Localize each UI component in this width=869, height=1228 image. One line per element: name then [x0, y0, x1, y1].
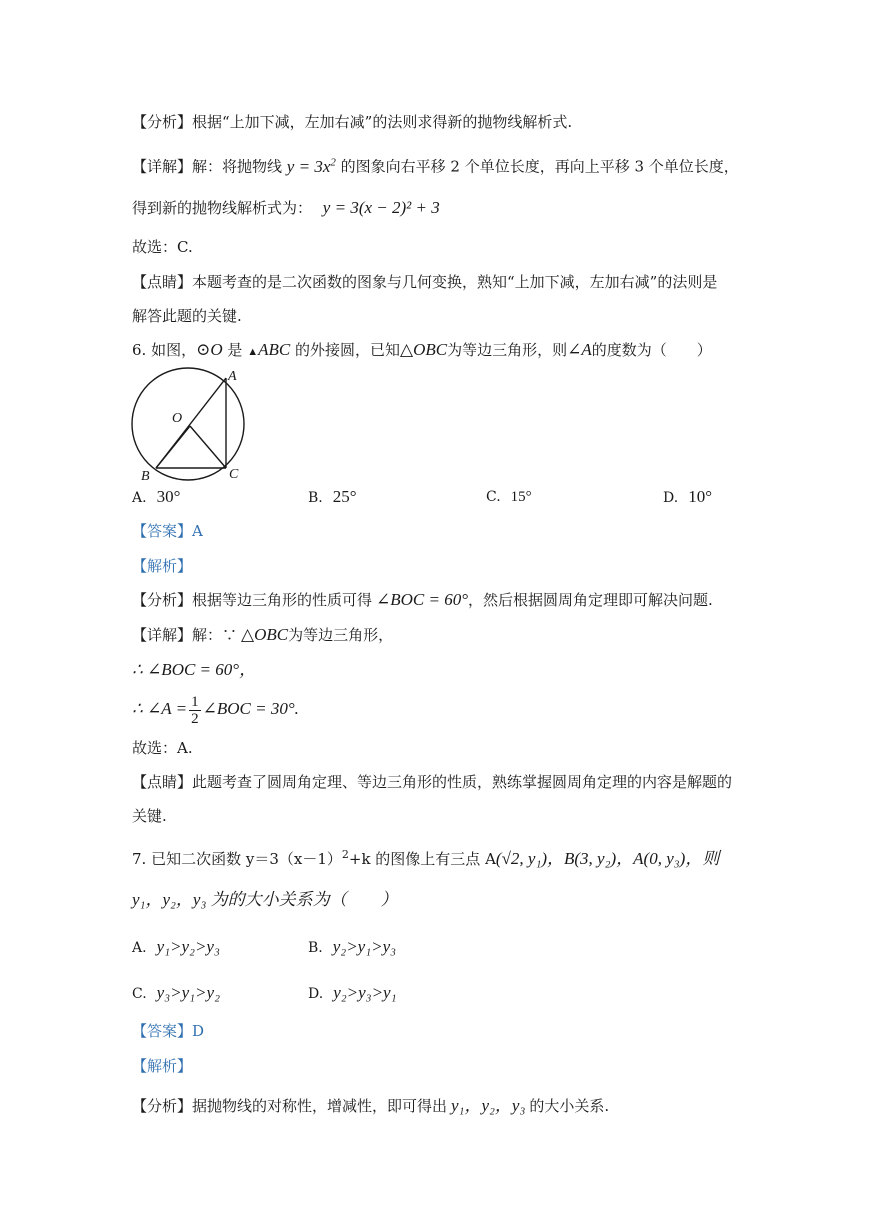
circumcircle	[132, 368, 244, 480]
q6-option-c: C. 15°	[486, 489, 532, 505]
label-c: C	[229, 467, 239, 482]
q5-choice: 故选：C.	[132, 238, 193, 256]
q6-option-a: A. 30°	[132, 487, 181, 506]
label-o: O	[172, 411, 183, 426]
q7-stem-2: y₁，y₂，y₃ 为的大小关系为（ ）	[132, 890, 398, 909]
q6-comment-2: 关键.	[132, 807, 167, 825]
q7-jiexi: 【解析】	[132, 1057, 193, 1075]
q7-point-1: (√2, y₁)	[495, 849, 548, 868]
q6-analysis: 【分析】根据等边三角形的性质可得 ∠BOC = 60°，然后根据圆周角定理即可解决问题.	[132, 590, 713, 609]
q7-option-d: D. y₂>y₃>y₁	[308, 983, 397, 1002]
q5-detail-eq: $y = 3x^2$	[286, 156, 336, 176]
q6-triangle-abc: ▲ABC	[247, 340, 291, 359]
label-a: A	[228, 369, 237, 384]
segment-oc	[190, 426, 226, 468]
q6-figure	[128, 366, 254, 484]
q5-result-eq: y = 3(x − 2)² + 3	[322, 198, 440, 217]
q6-jiexi: 【解析】	[132, 557, 193, 575]
q6-option-b: B. 25°	[308, 487, 357, 506]
q6-answer: 【答案】A	[132, 522, 203, 540]
q7-points-rest: ，B(3, y₂)，A(0, y₃)，则	[547, 849, 720, 868]
q6-comment-1: 【点睛】此题考查了圆周角定理、等边三角形的性质，熟练掌握圆周角定理的内容是解题的	[132, 773, 733, 791]
q7-option-c: C. y₃>y₁>y₂	[132, 983, 220, 1002]
q6-detail: 【详解】解：∵ △OBC为等边三角形，	[132, 625, 394, 644]
fraction-half: $\frac{1}{2}$	[191, 693, 199, 727]
q5-detail: 【详解】解：将抛物线 $y = 3x^2$ 的图象向右平移 2 个单位长度，再向上平移 3 个单位长度，	[132, 156, 739, 176]
q7-stem: 7. 已知二次函数 $y=3(x-1)^2+k$ 的图像上有三点 A(√2, y₁)，B(3, y₂)，A(0, y₃)，则	[132, 848, 720, 868]
q7-option-a: A. y₁>y₂>y₃	[132, 937, 220, 956]
q6-step-1: ∴ ∠BOC = 60°，	[132, 660, 257, 679]
segment-ob	[156, 426, 190, 468]
q6-choice: 故选：A.	[132, 739, 193, 757]
q6-stem: 6. 如图，⊙O 是 ▲ABC 的外接圆，已知△OBC为等边三角形，则∠A的度数为（ ）	[132, 340, 712, 359]
q5-comment-2: 解答此题的关键.	[132, 307, 242, 325]
q7-option-b: B. y₂>y₁>y₃	[308, 937, 397, 956]
q6-step-2: ∴ ∠A = $\frac{1}{2}$ ∠BOC = 30°.	[132, 693, 299, 727]
q7-analysis: 【分析】据抛物线的对称性，增减性，即可得出 y₁，y₂，y₃ 的大小关系.	[132, 1096, 610, 1115]
label-b: B	[141, 469, 150, 484]
q6-option-d: D. 10°	[663, 487, 712, 506]
q5-analysis: 【分析】根据“上加下减，左加右减”的法则求得新的抛物线解析式.	[132, 113, 573, 131]
q5-result: 得到新的抛物线解析式为： y = 3(x − 2)² + 3	[132, 198, 440, 217]
q7-answer: 【答案】D	[132, 1022, 205, 1040]
q5-comment-1: 【点睛】本题考查的是二次函数的图象与几何变换，熟知“上加下减，左加右减”的法则是	[132, 273, 718, 291]
